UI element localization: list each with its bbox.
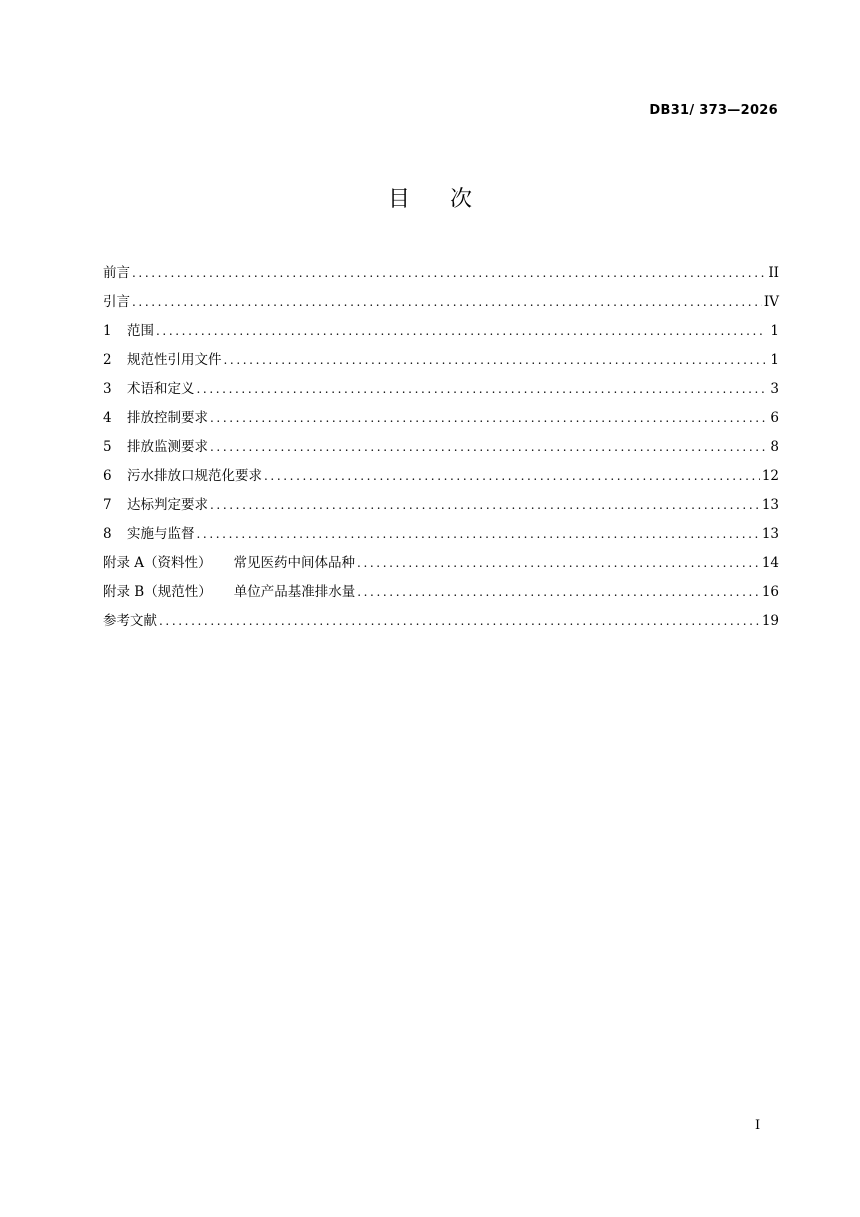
toc-entry-foreword[interactable]: [103, 259, 779, 288]
toc-leader-dots: [132, 259, 765, 288]
toc-entry-page: 1: [770, 352, 779, 368]
toc-entry-scope[interactable]: [103, 317, 779, 346]
table-of-contents: [103, 259, 779, 636]
toc-entry-appendix-a[interactable]: [103, 549, 779, 578]
toc-entry-compliance-determination[interactable]: [103, 491, 779, 520]
toc-entry-page: 13: [761, 526, 779, 542]
toc-entry-page: 8: [770, 439, 779, 455]
toc-entry-number: 8: [103, 526, 112, 542]
toc-entry-label: 参考文献: [103, 613, 157, 629]
toc-entry-emission-control[interactable]: [103, 404, 779, 433]
toc-entry-page: 12: [761, 468, 779, 484]
toc-leader-dots: [210, 491, 760, 520]
toc-entry-introduction[interactable]: [103, 288, 779, 317]
toc-entry-label: [103, 549, 355, 578]
toc-entry-label: 规范性引用文件: [127, 352, 222, 368]
appendix-label: 附录 B（规范性）: [103, 584, 212, 600]
toc-entry-label: 范围: [127, 323, 154, 339]
toc-title: [0, 182, 860, 213]
toc-entry-page: 13: [761, 497, 779, 513]
toc-entry-normative-references[interactable]: [103, 346, 779, 375]
page-number: I: [755, 1118, 761, 1133]
toc-entry-terms-definitions[interactable]: [103, 375, 779, 404]
toc-entry-label: 排放控制要求: [127, 410, 208, 426]
toc-leader-dots: [210, 404, 765, 433]
toc-entry-page: 6: [770, 410, 779, 426]
toc-entry-label: 术语和定义: [127, 381, 195, 397]
toc-entry-label: 达标判定要求: [127, 497, 208, 513]
toc-entry-number: 1: [103, 323, 112, 339]
toc-entry-page: II: [768, 265, 779, 281]
appendix-label: 附录 A（资料性）: [103, 555, 212, 571]
toc-entry-label: 污水排放口规范化要求: [127, 468, 262, 484]
toc-entry-number: 5: [103, 439, 112, 455]
toc-entry-number: 3: [103, 381, 112, 397]
toc-entry-page: 16: [761, 584, 779, 600]
standard-code: DB31/ 373—2026: [649, 103, 778, 118]
toc-leader-dots: [357, 578, 760, 607]
toc-entry-label: 实施与监督: [127, 526, 195, 542]
toc-entry-label: 前言: [103, 265, 130, 281]
toc-entry-emission-monitoring[interactable]: [103, 433, 779, 462]
toc-entry-outlet-standardization[interactable]: [103, 462, 779, 491]
toc-leader-dots: [224, 346, 766, 375]
toc-entry-bibliography[interactable]: [103, 607, 779, 636]
appendix-title: 单位产品基准排水量: [233, 584, 356, 600]
toc-entry-number: 7: [103, 497, 112, 513]
toc-leader-dots: [197, 375, 766, 404]
toc-entry-appendix-b[interactable]: [103, 578, 779, 607]
toc-entry-number: 2: [103, 352, 112, 368]
toc-leader-dots: [210, 433, 765, 462]
toc-entry-label: 排放监测要求: [127, 439, 208, 455]
toc-entry-number: 6: [103, 468, 112, 484]
toc-leader-dots: [156, 317, 765, 346]
toc-entry-page: 14: [761, 555, 779, 571]
toc-title-char-2: 次: [450, 187, 473, 212]
toc-entry-label: [103, 578, 355, 607]
toc-leader-dots: [357, 549, 760, 578]
toc-entry-implementation-supervision[interactable]: [103, 520, 779, 549]
toc-entry-page: 3: [770, 381, 779, 397]
appendix-title: 常见医药中间体品种: [233, 555, 356, 571]
toc-entry-page: IV: [763, 294, 779, 310]
toc-leader-dots: [197, 520, 760, 549]
toc-entry-page: 1: [770, 323, 779, 339]
toc-entry-page: 19: [761, 613, 779, 629]
toc-leader-dots: [159, 607, 760, 636]
toc-leader-dots: [264, 462, 760, 491]
toc-entry-label: 引言: [103, 294, 130, 310]
toc-title-char-1: 目: [387, 187, 410, 212]
toc-entry-number: 4: [103, 410, 112, 426]
toc-leader-dots: [132, 288, 762, 317]
